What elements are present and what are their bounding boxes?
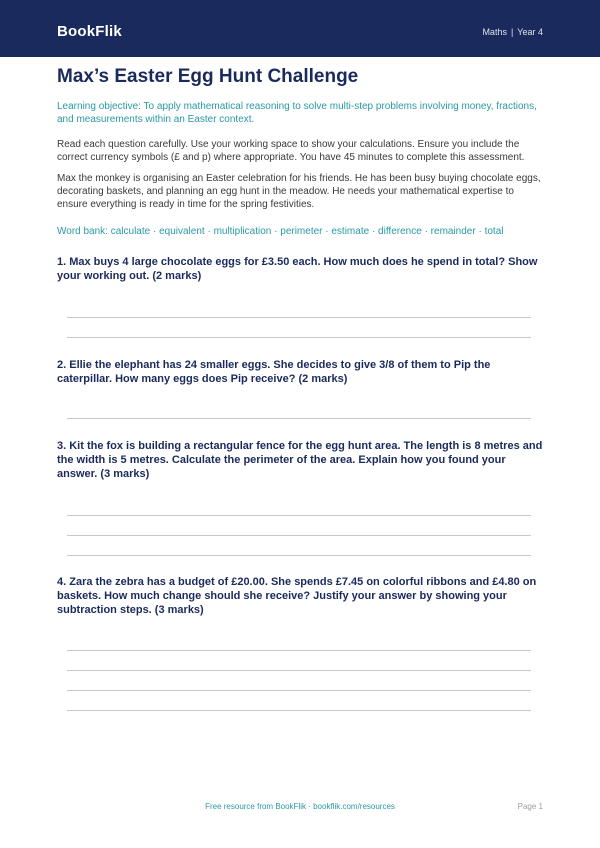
brand-logo[interactable]: BookFlik bbox=[57, 23, 122, 40]
answer-line[interactable] bbox=[67, 535, 531, 536]
question-2: 2. Ellie the elephant has 24 smaller eggs. She decides to give 3/8 of them to Pip the caterpillar. How many eggs does Pip receive? (2 marks) bbox=[57, 359, 491, 385]
meta-separator: | bbox=[510, 27, 514, 37]
subject-year-label bbox=[482, 27, 543, 37]
instructions-paragraph: Read each question carefully. Use your working space to show your calculations. Ensure you include the correct currency symbols (£ and p) where appropriate. You have 45 minutes to complete this assessment. bbox=[57, 139, 525, 163]
answer-line[interactable] bbox=[67, 690, 531, 691]
answer-line[interactable] bbox=[67, 555, 531, 556]
question-4: 4. Zara the zebra has a budget of £20.00. She spends £7.45 on colorful ribbons and £4.80 on baskets. How much change should she receive? Justify your answer by showing your subtraction steps. (3 marks) bbox=[57, 576, 537, 616]
question-1: 1. Max buys 4 large chocolate eggs for £3.50 each. How much does he spend in total? Show your working out. (2 marks) bbox=[57, 256, 538, 282]
page-number: Page 1 bbox=[517, 802, 543, 811]
answer-line[interactable] bbox=[67, 317, 531, 318]
footer-credit[interactable]: Free resource from BookFlik · bookflik.com/resources bbox=[205, 802, 395, 811]
year-label: Year 4 bbox=[517, 27, 543, 37]
answer-line[interactable] bbox=[67, 515, 531, 516]
header-bar bbox=[0, 0, 600, 57]
answer-line[interactable] bbox=[67, 650, 531, 651]
page-title: Max’s Easter Egg Hunt Challenge bbox=[57, 66, 359, 87]
answer-line[interactable] bbox=[67, 337, 531, 338]
answer-line[interactable] bbox=[67, 710, 531, 711]
intro-paragraph: Max the monkey is organising an Easter celebration for his friends. He has been busy buying chocolate eggs, decorating baskets, and planning an egg hunt in the meadow. He needs your mathematical expertise to ensure everything is ready in time for the spring festivities. bbox=[57, 173, 541, 210]
subject-label: Maths bbox=[482, 27, 507, 37]
answer-line[interactable] bbox=[67, 670, 531, 671]
word-bank: Word bank: calculate · equivalent · multiplication · perimeter · estimate · difference · remainder · total bbox=[57, 226, 504, 237]
question-3: 3. Kit the fox is building a rectangular fence for the egg hunt area. The length is 8 metres and the width is 5 metres. Calculate the perimeter of the area. Explain how you found your answer. (3 marks) bbox=[57, 440, 543, 480]
answer-line[interactable] bbox=[67, 418, 531, 419]
learning-objective: Learning objective: To apply mathematical reasoning to solve multi-step problems involving money, fractions, and measurements within an Easter context. bbox=[57, 101, 537, 125]
